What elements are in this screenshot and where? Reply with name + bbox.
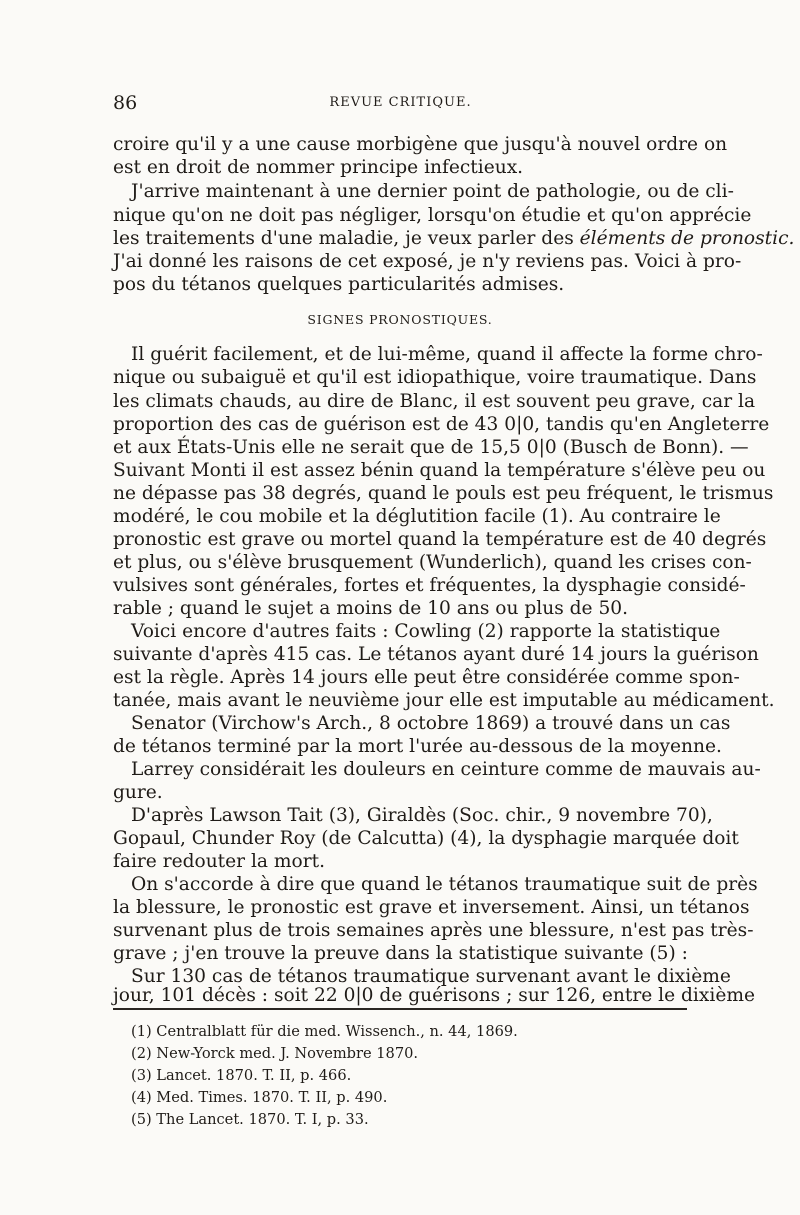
body-line: les climats chauds, au dire de Blanc, il est souvent peu grave, car la	[113, 391, 756, 412]
paragraph-line: pos du tétanos quelques particularités admises.	[113, 274, 565, 295]
paragraph-line: J'arrive maintenant à une dernier point de pathologie, ou de cli-	[131, 181, 734, 202]
body-line: Sur 130 cas de tétanos traumatique survenant avant le dixième	[131, 966, 731, 987]
footnote-rule	[113, 1008, 687, 1010]
body-line: faire redouter la mort.	[113, 851, 325, 872]
footnote: (1) Centralblatt für die med. Wissench., n. 44, 1869.	[131, 1023, 518, 1040]
body-line: ne dépasse pas 38 degrés, quand le pouls est peu fréquent, le trismus	[113, 483, 774, 504]
body-line: nique ou subaiguë et qu'il est idiopathique, voire traumatique. Dans	[113, 367, 757, 388]
body-line: la blessure, le pronostic est grave et inversement. Ainsi, un tétanos	[113, 897, 750, 918]
body-line: vulsives sont générales, fortes et fréquentes, la dysphagie considé-	[113, 575, 746, 596]
body-line: et plus, ou s'élève brusquement (Wunderlich), quand les crises con-	[113, 552, 752, 573]
body-line: jour, 101 décès : soit 22 0|0 de guérisons ; sur 126, entre le dixième	[113, 985, 755, 1006]
body-line: est la règle. Après 14 jours elle peut être considérée comme spon-	[113, 667, 740, 688]
body-line: Senator (Virchow's Arch., 8 octobre 1869) a trouvé dans un cas	[131, 713, 731, 734]
body-line: D'après Lawson Tait (3), Giraldès (Soc. chir., 9 novembre 70),	[131, 805, 713, 826]
footnote: (5) The Lancet. 1870. T. I, p. 33.	[131, 1111, 369, 1128]
body-line: modéré, le cou mobile et la déglutition facile (1). Au contraire le	[113, 506, 721, 527]
body-line: Gopaul, Chunder Roy (de Calcutta) (4), la dysphagie marquée doit	[113, 828, 739, 849]
body-line: pronostic est grave ou mortel quand la température est de 40 degrés	[113, 529, 767, 550]
body-line: et aux États-Unis elle ne serait que de 15,5 0|0 (Busch de Bonn). —	[113, 437, 749, 458]
body-line: rable ; quand le sujet a moins de 10 ans ou plus de 50.	[113, 598, 629, 619]
body-line: survenant plus de trois semaines après une blessure, n'est pas très-	[113, 920, 754, 941]
paragraph-line: est en droit de nommer principe infectieux.	[113, 157, 524, 178]
body-line: tanée, mais avant le neuvième jour elle est imputable au médicament.	[113, 690, 775, 711]
body-line: Voici encore d'autres faits : Cowling (2) rapporte la statistique	[131, 621, 721, 642]
section-title: SIGNES PRONOSTIQUES.	[307, 312, 493, 327]
body-line: gure.	[113, 782, 163, 803]
running-head: REVUE CRITIQUE.	[329, 95, 472, 110]
paragraph-line: J'ai donné les raisons de cet exposé, je n'y reviens pas. Voici à pro-	[113, 251, 742, 272]
body-line: Larrey considérait les douleurs en ceinture comme de mauvais au-	[131, 759, 761, 780]
italic-phrase: éléments de pronostic.	[579, 228, 795, 249]
line-text: les traitements d'une maladie, je veux parler des	[113, 228, 580, 249]
page-number: 86	[113, 92, 138, 114]
paragraph-line	[113, 227, 795, 250]
paragraph-line: croire qu'il y a une cause morbigène que jusqu'à nouvel ordre on	[113, 134, 728, 155]
body-line: Suivant Monti il est assez bénin quand la température s'élève peu ou	[113, 460, 766, 481]
body-line: grave ; j'en trouve la preuve dans la statistique suivante (5) :	[113, 943, 688, 964]
body-line: suivante d'après 415 cas. Le tétanos ayant duré 14 jours la guérison	[113, 644, 759, 665]
footnote: (4) Med. Times. 1870. T. II, p. 490.	[131, 1089, 388, 1106]
body-line: de tétanos terminé par la mort l'urée au-dessous de la moyenne.	[113, 736, 722, 757]
footnote: (3) Lancet. 1870. T. II, p. 466.	[131, 1067, 352, 1084]
page-header	[113, 92, 688, 116]
body-line: proportion des cas de guérison est de 43 0|0, tandis qu'en Angleterre	[113, 414, 770, 435]
body-line: Il guérit facilement, et de lui-même, quand il affecte la forme chro-	[131, 344, 763, 365]
footnote: (2) New-Yorck med. J. Novembre 1870.	[131, 1045, 419, 1062]
paragraph-line: nique qu'on ne doit pas négliger, lorsqu'on étudie et qu'on apprécie	[113, 205, 752, 226]
body-line: On s'accorde à dire que quand le tétanos traumatique suit de près	[131, 874, 758, 895]
